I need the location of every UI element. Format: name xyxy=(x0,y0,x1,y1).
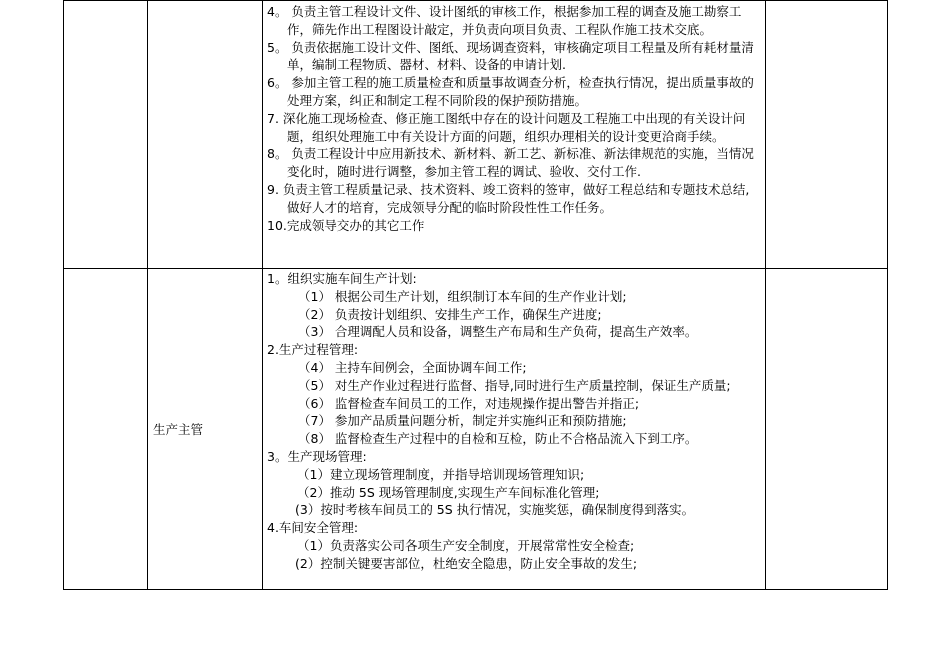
duty-subitem: （5） 对生产作业过程进行监督、指导,同时进行生产质量控制，保证生产质量; xyxy=(298,377,731,393)
duty-subitem: (2）控制关键要害部位，杜绝安全隐患，防止安全事故的发生; xyxy=(295,555,638,571)
duty-item: 5。 负责依据施工设计文件、图纸、现场调查资料，审核确定项目工程量及所有耗材量清单，编制工程物质、器材、材料、设备的申请计划. xyxy=(267,39,754,73)
duty-subitem: （3） 合理调配人员和设备，调整生产布局和生产负荷，提高生产效率。 xyxy=(298,324,698,340)
table-row xyxy=(64,269,888,590)
duty-subitem: （1）负责落实公司各项生产安全制度，开展常常性安全检查; xyxy=(297,537,635,553)
duty-subitem: （2）推动 5S 现场管理制度,实现生产车间标准化管理; xyxy=(297,484,600,500)
duty-item: 10.完成领导交办的其它工作 xyxy=(267,217,425,233)
duty-item: 9. 负责主管工程质量记录、技术资料、竣工资料的签审，做好工程总结和专题技术总结,做好人才的培育，完成领导分配的临时阶段性性工作任务。 xyxy=(267,181,750,215)
duty-subitem: （1） 根据公司生产计划，组织制订本车间的生产作业计划; xyxy=(298,288,627,304)
duty-heading: 3。生产现场管理: xyxy=(267,448,367,464)
duty-list xyxy=(263,269,765,573)
table-cell-duties xyxy=(263,1,766,269)
table-cell-duties xyxy=(263,269,766,590)
duty-subitem: （1）建立现场管理制度，并指导培训现场管理知识; xyxy=(297,466,585,482)
duty-subitem: （2） 负责按计划组织、安排生产工作，确保生产进度; xyxy=(298,306,602,322)
table-cell-notes xyxy=(766,1,888,269)
table-cell-role xyxy=(148,1,263,269)
table-cell-notes xyxy=(766,269,888,590)
duty-list xyxy=(263,1,765,234)
duty-heading: 4.车间安全管理: xyxy=(267,520,359,536)
duty-item: 7. 深化施工现场检查、修正施工图纸中存在的设计问题及工程施工中出现的有关设计问题，组织处理施工中有关设计方面的问题，组织办理相关的设计变更洽商手续。 xyxy=(267,110,746,144)
duty-heading: 2.生产过程管理: xyxy=(267,342,359,358)
duty-subitem: （7） 参加产品质量问题分析，制定并实施纠正和预防措施; xyxy=(298,413,627,429)
table-cell-blank xyxy=(64,1,148,269)
job-description-table xyxy=(63,0,888,590)
duty-subitem: （8） 监督检查生产过程中的自检和互检，防止不合格品流入下到工序。 xyxy=(298,431,698,447)
duty-subitem: (3）按时考核车间员工的 5S 执行情况，实施奖惩，确保制度得到落实。 xyxy=(295,502,695,518)
duty-item: 4。 负责主管工程设计文件、设计图纸的审核工作，根据参加工程的调查及施工勘察工作，筛先作出工程图设计敲定，并负责向项目负责、工程队作施工技术交底。 xyxy=(267,4,742,37)
duty-item: 6。 参加主管工程的施工质量检查和质量事故调查分析，检查执行情况，提出质量事故的处理方案，纠正和制定工程不同阶段的保护预防措施。 xyxy=(267,75,754,108)
table-cell-blank xyxy=(64,269,148,590)
role-title: 生产主管 xyxy=(148,269,263,590)
duty-subitem: （4） 主持车间例会，全面协调车间工作; xyxy=(298,359,527,375)
duty-subitem: （6） 监督检查车间员工的工作，对违规操作提出警告并指正; xyxy=(298,395,640,411)
duty-heading: 1。组织实施车间生产计划: xyxy=(267,271,417,286)
duty-item: 8。 负责工程设计中应用新技术、新材料、新工艺、新标准、新法律规范的实施，当情况变化时，随时进行调整，参加主管工程的调试、验收、交付工作. xyxy=(267,146,754,180)
table-row xyxy=(64,1,888,269)
